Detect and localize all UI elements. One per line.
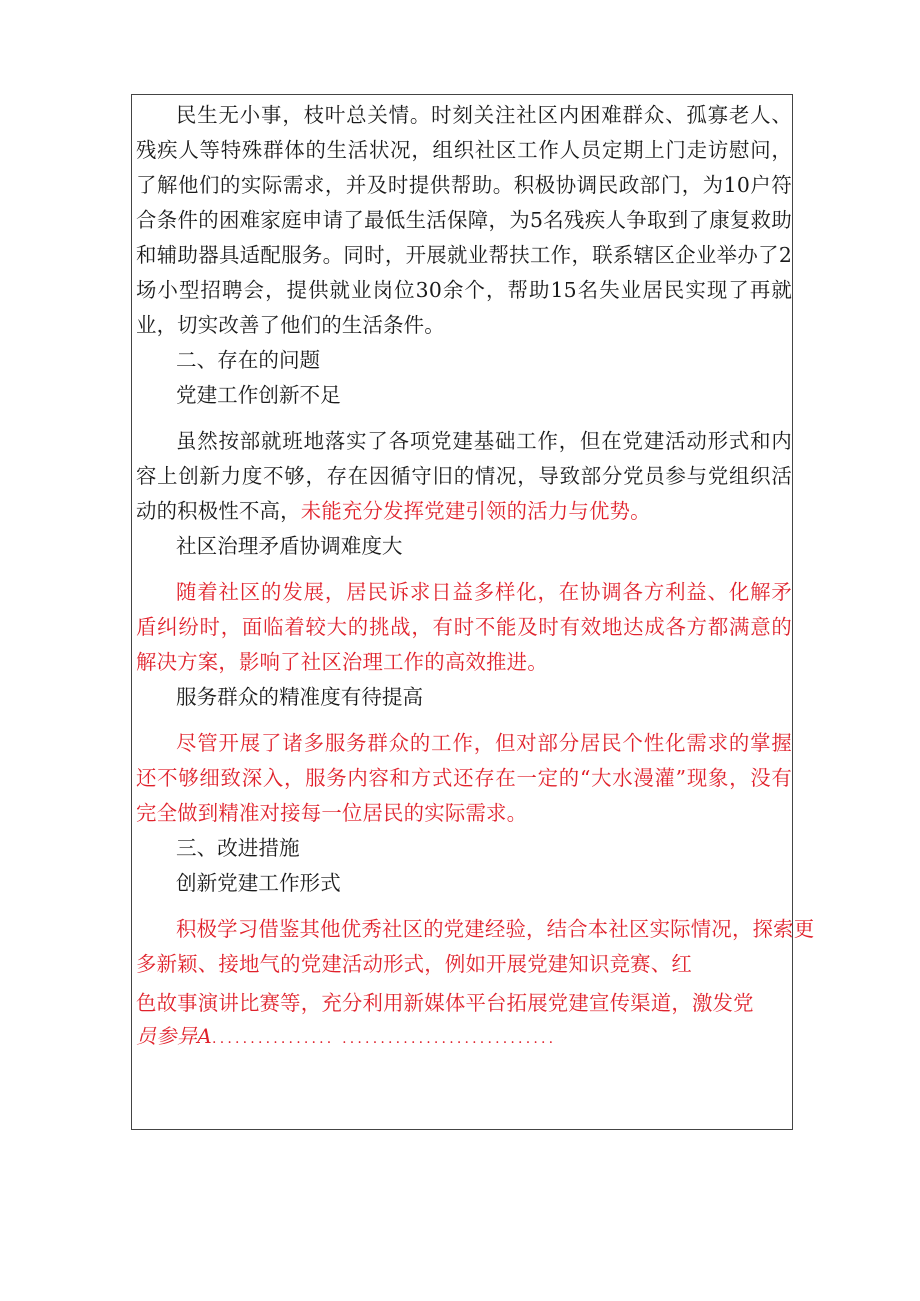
paragraph-party-building-red-text: 未能充分发挥党建引领的活力与优势。: [300, 499, 651, 523]
truncated-tail-line: [136, 1019, 792, 1057]
paragraph-livelihood: 民生无小事，枝叶总关情。时刻关注社区内困难群众、孤寡老人、残疾人等特殊群体的生活状况，组织社区工作人员定期上门走访慰问，了解他们的实际需求，并及时提供帮助。积极协调民政部门，为10户符合条件的困难家庭申请了最低生活保障，为5名残疾人争取到了康复救助和辅助器具适配服务。同时，开展就业帮扶工作，联系辖区企业举办了2场小型招聘会，提供就业岗位30余个，帮助15名失业居民实现了再就业，切实改善了他们的生活条件。: [136, 103, 792, 337]
subheading-party-building: 党建工作创新不足: [176, 383, 341, 407]
truncated-tail-text: 员参异A: [136, 1024, 213, 1048]
paragraph-innovate-line-2: 多新颖、接地气的党建活动形式，例如开展党建知识竞赛、红: [136, 952, 692, 976]
subheading-governance: 社区治理矛盾协调难度大: [176, 534, 403, 558]
paragraph-service-precision: 尽管开展了诸多服务群众的工作，但对部分居民个性化需求的掌握还不够细致深入，服务内容和方式还存在一定的“大水漫灌”现象，没有完全做到精准对接每一位居民的实际需求。: [136, 731, 792, 825]
paragraph-governance: 随着社区的发展，居民诉求日益多样化，在协调各方利益、化解矛盾纠纷时，面临着较大的挑战，有时不能及时有效地达成各方都满意的解决方案，影响了社区治理工作的高效推进。: [136, 580, 792, 674]
subheading-innovate-party: 创新党建工作形式: [176, 871, 341, 895]
truncated-dots: ................ ............................: [212, 1031, 557, 1047]
section-heading-problems: 二、存在的问题: [176, 348, 321, 372]
paragraph-party-building-text: 虽然按部就班地落实了各项党建基础工作，但在党建活动形式和内容上创新力度不够，存在因循守旧的情况，导致部分党员参与党组织活动的积极性不高，: [136, 429, 792, 523]
paragraph-innovate-line-3: 色故事演讲比赛等，充分利用新媒体平台拓展党建宣传渠道，激发党: [136, 991, 754, 1015]
section-heading-improvements: 三、改进措施: [176, 836, 300, 860]
paragraph-party-building: [136, 424, 792, 529]
subheading-service-precision: 服务群众的精准度有待提高: [176, 685, 424, 709]
document-body: [136, 98, 815, 1057]
paragraph-innovate-line-1: 积极学习借鉴其他优秀社区的党建经验，结合本社区实际情况，探索更: [176, 917, 815, 941]
